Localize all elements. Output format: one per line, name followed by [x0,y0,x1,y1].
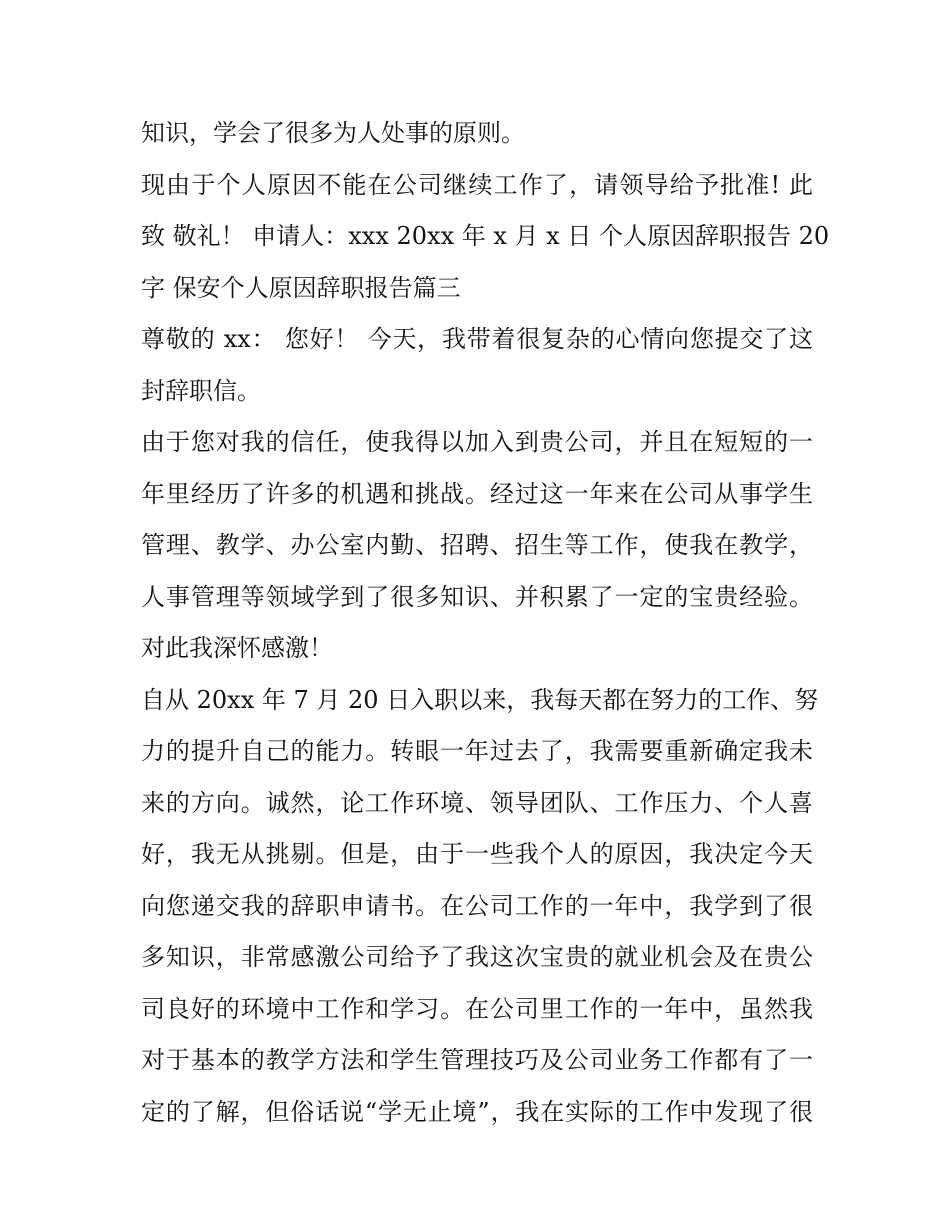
text-line: 尊敬的 xx： 您好！ 今天，我带着很复杂的心情向您提交了这 [141,325,813,353]
text-line: 好，我无从挑剔。但是，由于一些我个人的原因，我决定今天 [141,840,813,868]
text-line: 现由于个人原因不能在公司继续工作了，请领导给予批准! 此 [141,170,813,199]
text-line: 力的提升自己的能力。转眼一年过去了，我需要重新确定我未 [141,737,813,765]
text-line: 年里经历了许多的机遇和挑战。经过这一年来在公司从事学生 [141,479,813,508]
text-line: 人事管理等领域学到了很多知识、并积累了一定的宝贵经验。 [141,582,813,611]
text-line: 向您递交我的辞职申请书。在公司工作的一年中，我学到了很 [141,891,813,920]
text-line: 来的方向。诚然，论工作环境、领导团队、工作压力、个人喜 [141,788,813,817]
text-line: 知识，学会了很多为人处事的原则。 [141,119,525,147]
text-line: 对此我深怀感激！ [141,634,333,662]
text-line: 多知识，非常感激公司给予了我这次宝贵的就业机会及在贵公 [141,943,813,971]
text-line: 自从 20xx 年 7 月 20 日入职以来，我每天都在努力的工作、努 [141,685,819,714]
text-line: 管理、教学、办公室内勤、招聘、招生等工作，使我在教学， [141,531,813,559]
text-line: 司良好的环境中工作和学习。在公司里工作的一年中，虽然我 [141,994,813,1023]
text-line: 由于您对我的信任，使我得以加入到贵公司，并且在短短的一 [141,428,813,456]
text-line: 定的了解，但俗话说“学无止境”，我在实际的工作中发现了很 [141,1097,813,1126]
document-body [141,108,830,1138]
text-line: 封辞职信。 [141,376,261,405]
text-line: 对于基本的教学方法和学生管理技巧及公司业务工作都有了一 [141,1046,813,1074]
text-line: 字 保安个人原因辞职报告篇三 [141,273,461,302]
text-line: 致 敬礼！ 申请人：xxx 20xx 年 x 月 x 日 个人原因辞职报告 20 [141,222,830,250]
